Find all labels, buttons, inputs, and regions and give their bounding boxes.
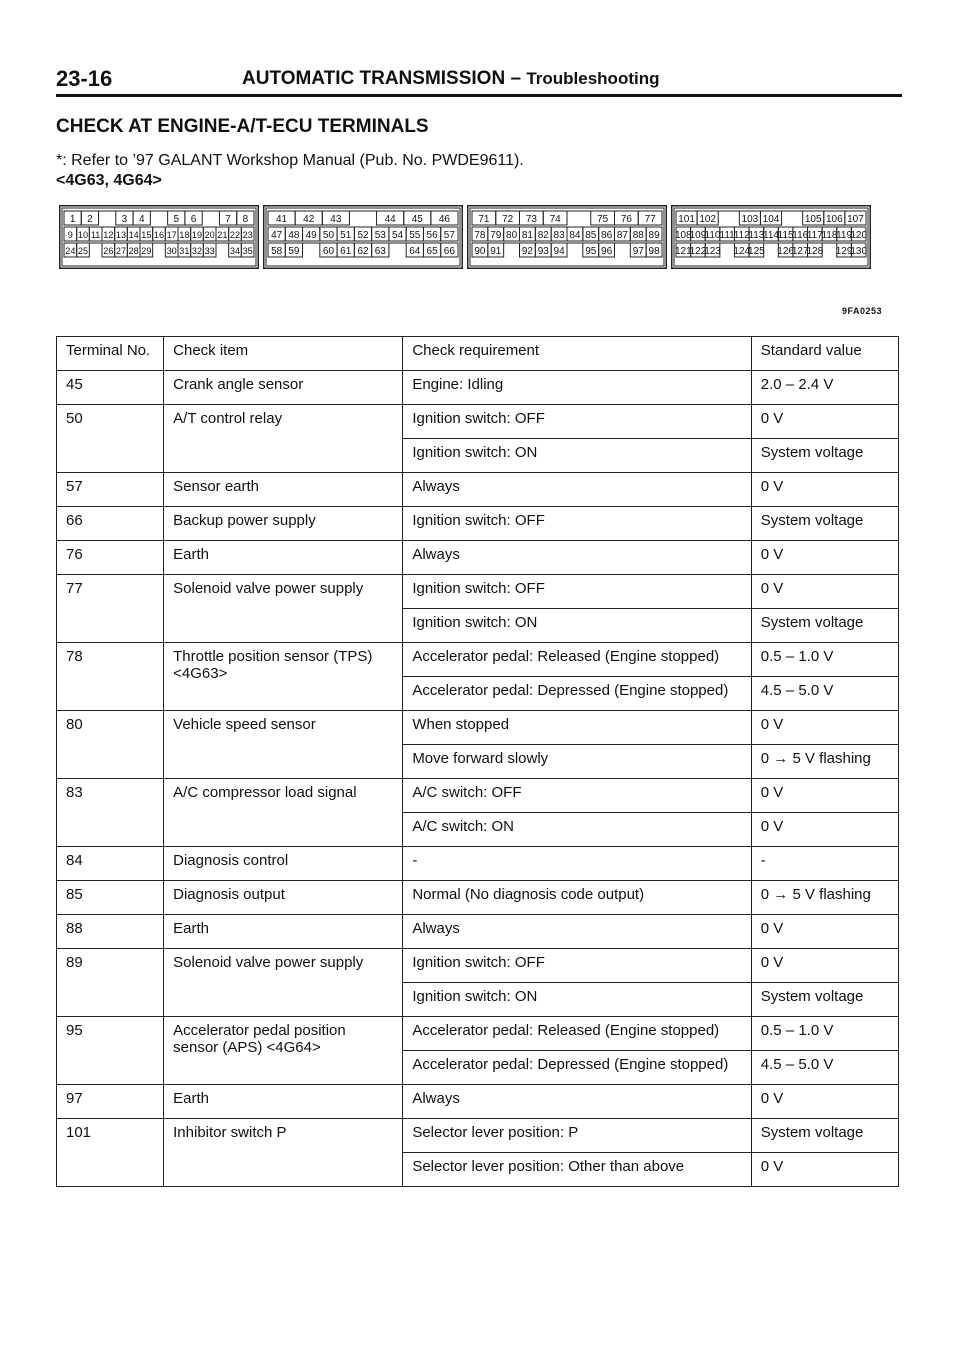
table-row [57,915,899,949]
table-row [57,847,899,881]
terminal-number: 77 [57,575,164,643]
standard-value: 0 V [751,575,898,609]
pin-number: 48 [288,230,300,241]
pin-number: 85 [585,230,597,241]
connector-block [672,206,871,269]
table-row [57,405,899,439]
check-requirement: When stopped [403,711,751,745]
standard-value: 0 V [751,813,898,847]
connector-diagram [59,205,871,269]
check-requirement: Accelerator pedal: Depressed (Engine stopped) [403,1051,751,1085]
pin-number: 107 [847,214,864,225]
check-item: Earth [164,541,403,575]
table-body [57,371,899,1187]
table-row [57,371,899,405]
check-requirement: Selector lever position: Other than above [403,1153,751,1187]
standard-value: - [751,847,898,881]
pin-number: 113 [748,230,765,241]
pin-number: 120 [850,230,868,241]
pin-number: 7 [225,214,231,225]
pin-number: 129 [835,246,853,257]
table-row [57,507,899,541]
terminal-number: 83 [57,779,164,847]
connector-block [60,206,259,269]
standard-value: System voltage [751,1119,898,1153]
check-item: A/C compressor load signal [164,779,403,847]
pin-number: 72 [502,214,514,225]
terminal-check-table [56,336,899,1187]
pin-number: 88 [632,230,644,241]
pin-number: 114 [763,230,779,241]
check-requirement: Ignition switch: ON [403,439,751,473]
pin-number: 32 [191,246,203,256]
pin-number: 71 [478,214,490,225]
pin-number: 24 [65,246,76,256]
header-check-item: Check item [164,337,403,371]
pin-number: 2 [87,214,93,225]
pin-number: 119 [836,230,853,241]
standard-value: 0.5 – 1.0 V [751,1017,898,1051]
pin-number: 4 [138,214,145,225]
pin-number: 20 [204,230,215,240]
pin-number: 81 [521,230,533,241]
pin-number: 127 [791,246,809,257]
pin-number: 6 [190,214,197,225]
pin-number: 1 [69,214,76,225]
pin-number: 111 [719,230,735,241]
terminal-number: 85 [57,881,164,915]
pin-number: 46 [438,214,450,225]
pin-number: 64 [409,246,421,257]
pin-number: 53 [374,230,386,241]
check-requirement: - [403,847,751,881]
pin-number: 44 [384,214,396,225]
pin-number: 92 [521,246,533,257]
check-requirement: Always [403,541,751,575]
header-standard-value: Standard value [751,337,898,371]
standard-value: System voltage [751,439,898,473]
pin-number: 90 [474,246,486,257]
check-requirement: Accelerator pedal: Released (Engine stopped) [403,643,751,677]
header-check-requirement: Check requirement [403,337,751,371]
check-requirement: Always [403,1085,751,1119]
pin-number: 30 [166,246,177,256]
pin-number: 122 [689,246,707,257]
check-item: Earth [164,915,403,949]
table-row [57,949,899,983]
connector-block [468,206,667,269]
table-row [57,1017,899,1051]
pin-number: 103 [741,214,759,225]
table-row [57,541,899,575]
standard-value: 0 V [751,949,898,983]
check-item: Throttle position sensor (TPS) <4G63> [164,643,403,711]
terminal-number: 57 [57,473,164,507]
pin-number: 34 [229,246,241,256]
standard-value: 0 V [751,711,898,745]
table-header-row [57,337,899,371]
pin-number: 41 [276,214,288,225]
table-row [57,779,899,813]
table-row [57,711,899,745]
terminal-number: 76 [57,541,164,575]
pin-number: 52 [357,230,369,241]
check-item: Inhibitor switch P [164,1119,403,1187]
terminal-number: 80 [57,711,164,779]
check-requirement: Ignition switch: OFF [403,575,751,609]
pin-number: 77 [644,214,656,225]
pin-number: 130 [850,246,868,257]
figure-code: 9FA0253 [842,306,883,316]
pin-number: 26 [103,246,114,256]
table-row [57,643,899,677]
standard-value: 2.0 – 2.4 V [751,371,898,405]
check-requirement: Ignition switch: OFF [403,949,751,983]
check-requirement: Ignition switch: ON [403,609,751,643]
connector-block [264,206,463,269]
check-requirement: A/C switch: OFF [403,779,751,813]
standard-value: System voltage [751,983,898,1017]
standard-value: 0 V [751,1085,898,1119]
table-row [57,881,899,915]
check-item: Earth [164,1085,403,1119]
pin-number: 49 [305,230,317,241]
check-requirement: Always [403,473,751,507]
check-requirement: Ignition switch: OFF [403,405,751,439]
pin-number: 74 [549,214,561,225]
pin-number: 82 [537,230,549,241]
pin-number: 83 [553,230,565,241]
pin-number: 21 [217,230,228,240]
check-item: Vehicle speed sensor [164,711,403,779]
check-requirement: Engine: Idling [403,371,751,405]
pin-number: 98 [648,246,660,257]
pin-number: 5 [173,214,180,225]
pin-number: 50 [322,230,335,241]
pin-number: 12 [103,230,114,240]
terminal-number: 88 [57,915,164,949]
terminal-number: 89 [57,949,164,1017]
pin-number: 75 [597,214,609,225]
pin-number: 89 [648,230,660,241]
pin-number: 17 [166,230,177,240]
pin-number: 11 [90,230,101,240]
pin-number: 31 [179,246,190,256]
pin-number: 95 [585,246,597,257]
check-requirement: Ignition switch: ON [403,983,751,1017]
pin-number: 87 [616,230,628,241]
check-item: Accelerator pedal position sensor (APS) <4G64> [164,1017,403,1085]
pin-number: 62 [357,246,369,257]
pin-number: 93 [537,246,549,257]
pin-number: 126 [777,246,794,257]
engine-applicability: <4G63, 4G64> [56,172,162,189]
pin-number: 61 [340,246,352,257]
pin-number: 43 [330,214,342,225]
pin-number: 28 [128,246,139,256]
pin-number: 79 [490,230,502,241]
check-requirement: Accelerator pedal: Depressed (Engine stopped) [403,677,751,711]
standard-value: System voltage [751,609,898,643]
standard-value: 0 V [751,1153,898,1187]
pin-number: 104 [762,214,780,225]
pin-number: 10 [77,230,89,240]
reference-note: *: Refer to ’97 GALANT Workshop Manual (Pub. No. PWDE9611). [56,152,524,169]
standard-value: 0 → 5 V flashing [751,745,898,779]
standard-value: 4.5 – 5.0 V [751,677,898,711]
table-row [57,473,899,507]
pin-number: 108 [674,230,692,241]
check-item: Sensor earth [164,473,403,507]
check-requirement: Normal (No diagnosis code output) [403,881,751,915]
pin-number: 35 [242,246,253,256]
pin-number: 102 [699,214,717,225]
pin-number: 115 [777,230,794,241]
check-requirement: Always [403,915,751,949]
pin-number: 66 [443,246,455,257]
pin-number: 128 [806,246,824,257]
pin-number: 91 [490,246,502,257]
header-dash: – [510,68,522,89]
pin-number: 124 [733,246,751,257]
standard-value: 0 V [751,473,898,507]
pin-number: 63 [374,246,386,257]
terminal-number: 101 [57,1119,164,1187]
pin-number: 27 [115,246,127,256]
standard-value: 0 → 5 V flashing [751,881,898,915]
check-item: Backup power supply [164,507,403,541]
table-row [57,1085,899,1119]
pin-number: 60 [322,246,335,257]
pin-number: 55 [409,230,421,241]
standard-value: 0.5 – 1.0 V [751,643,898,677]
standard-value: 4.5 – 5.0 V [751,1051,898,1085]
check-item: Diagnosis control [164,847,403,881]
check-requirement: Accelerator pedal: Released (Engine stopped) [403,1017,751,1051]
pin-number: 8 [242,214,249,225]
terminal-number: 84 [57,847,164,881]
pin-number: 101 [678,214,695,225]
pin-number: 84 [569,230,581,241]
pin-number: 18 [179,230,190,240]
pin-number: 22 [229,230,241,240]
pin-number: 23 [242,230,253,240]
pin-number: 45 [411,214,423,225]
check-requirement: Selector lever position: P [403,1119,751,1153]
header-terminal-no: Terminal No. [57,337,164,371]
standard-value: 0 V [751,779,898,813]
standard-value: 0 V [751,405,898,439]
table-row [57,575,899,609]
pin-number: 123 [704,246,721,257]
pin-number: 117 [806,230,823,241]
pin-number: 105 [804,214,822,225]
terminal-number: 78 [57,643,164,711]
pin-number: 76 [620,214,632,225]
pin-number: 57 [443,230,455,241]
terminal-number: 45 [57,371,164,405]
pin-number: 56 [426,230,438,241]
pin-number: 109 [689,230,707,241]
header-subtitle: Troubleshooting [526,69,660,88]
header-rule [56,94,902,97]
pin-number: 96 [601,246,613,257]
pin-number: 58 [271,246,283,257]
pin-number: 29 [141,246,152,256]
header-title [242,68,659,90]
pin-number: 47 [271,230,283,241]
pin-number: 118 [821,230,838,241]
check-item: Solenoid valve power supply [164,949,403,1017]
check-item: A/T control relay [164,405,403,473]
check-requirement: Ignition switch: OFF [403,507,751,541]
standard-value: System voltage [751,507,898,541]
section-title: CHECK AT ENGINE-A/T-ECU TERMINALS [56,116,429,137]
pin-number: 73 [525,214,537,225]
pin-number: 51 [340,230,352,241]
table-row [57,1119,899,1153]
pin-number: 14 [128,230,139,240]
pin-number: 94 [553,246,565,257]
pin-number: 15 [141,230,152,240]
header-title-main: AUTOMATIC TRANSMISSION [242,68,506,89]
pin-number: 78 [474,230,486,241]
pin-number: 3 [121,214,128,225]
pin-number: 16 [153,230,165,240]
pin-number: 59 [288,246,300,257]
pin-number: 125 [748,246,765,257]
pin-number: 54 [391,230,404,241]
pin-number: 86 [601,230,613,241]
pin-number: 121 [674,246,692,257]
pin-number: 9 [67,230,73,240]
pin-number: 112 [733,230,750,241]
pin-number: 13 [115,230,127,240]
check-item: Diagnosis output [164,881,403,915]
pin-number: 42 [303,214,315,225]
page-header [56,58,902,98]
pin-number: 97 [632,246,644,257]
pin-number: 25 [77,246,89,256]
terminal-number: 66 [57,507,164,541]
page-number: 23-16 [56,66,113,91]
pin-number: 106 [825,214,843,225]
standard-value: 0 V [751,915,898,949]
check-item: Solenoid valve power supply [164,575,403,643]
pin-number: 19 [191,230,203,240]
pin-number: 80 [506,230,518,241]
terminal-number: 50 [57,405,164,473]
terminal-number: 97 [57,1085,164,1119]
pin-number: 110 [704,230,721,241]
check-item: Crank angle sensor [164,371,403,405]
terminal-number: 95 [57,1017,164,1085]
standard-value: 0 V [751,541,898,575]
pin-number: 116 [792,230,809,241]
check-requirement: A/C switch: ON [403,813,751,847]
check-requirement: Move forward slowly [403,745,751,779]
pin-number: 33 [204,246,215,256]
pin-number: 65 [426,246,438,257]
